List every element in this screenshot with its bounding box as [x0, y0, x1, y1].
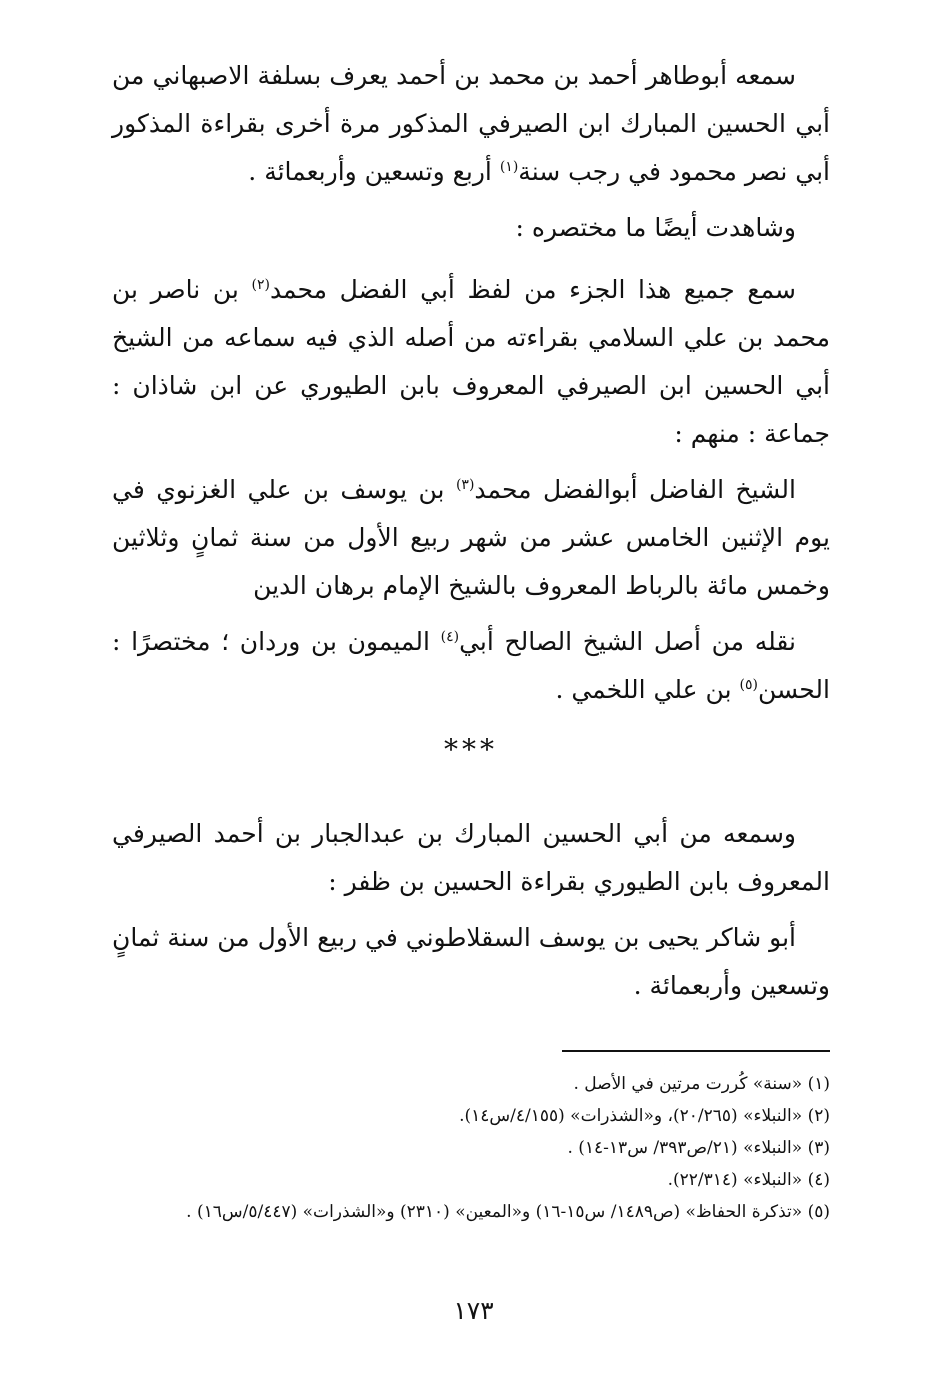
paragraph-5-text-c: بن علي اللخمي . [555, 675, 740, 704]
paragraph-3-text-a: سمع جميع هذا الجزء من لفظ أبي الفضل محمد [269, 275, 797, 304]
paragraph-5-text-a: نقله من أصل الشيخ الصالح أبي [459, 627, 796, 656]
footnote-5: (٥) «تذكرة الحفاظ» (ص١٤٨٩/ س١٥-١٦) و«المعين» (٢٣١٠) و«الشذرات» (٥/٤٤٧/س١٦) . [186, 1202, 830, 1222]
paragraph-4-text-a: الشيخ الفاضل أبوالفضل محمد [474, 475, 796, 504]
footnote-ref-5: (٥) [739, 677, 758, 693]
footnote-3: (٣) «النبلاء» (٢١/ص٣٩٣/ س١٣-١٤) . [567, 1138, 830, 1158]
footnote-ref-1: (١) [499, 159, 519, 175]
paragraph-1 [112, 52, 830, 196]
footnote-4: (٤) «النبلاء» (٢٢/٣١٤). [667, 1170, 830, 1190]
footnote-ref-2: (٢) [251, 277, 270, 293]
main-text [112, 52, 830, 1010]
footnote-divider [562, 1050, 830, 1052]
page-number: ١٧٣ [453, 1296, 494, 1325]
paragraph-1-text-a: سمعه أبوطاهر أحمد بن محمد بن أحمد يعرف بسلفة الاصبهاني من أبي الحسين المبارك ابن الصيرفي المذكور مرة أخرى بقراءة المذكور أبي نصر محمود في رجب سنة [112, 61, 830, 186]
paragraph-5 [112, 618, 830, 714]
footnote-1: (١) «سنة» كُررت مرتين في الأصل . [573, 1074, 830, 1094]
paragraph-7: أبو شاكر يحيى بن يوسف السقلاطوني في ربيع الأول من سنة ثمانٍ وتسعين وأربعمائة . [112, 923, 830, 1000]
paragraph-4 [112, 466, 830, 610]
footnotes [112, 1068, 830, 1228]
footnote-2: (٢) «النبلاء» (٢٠/٢٦٥)، و«الشذرات» (٤/١٥٥/س١٤). [459, 1106, 830, 1126]
section-separator: *** [444, 733, 498, 766]
paragraph-3 [112, 266, 830, 458]
paragraph-2: وشاهدت أيضًا ما مختصره : [515, 213, 796, 242]
footnote-ref-3: (٣) [455, 477, 475, 493]
paragraph-1-text-b: أربع وتسعين وأربعمائة . [248, 157, 500, 186]
footnote-ref-4: (٤) [440, 629, 460, 645]
paragraph-5-text-b: الميمون بن وردان ؛ مختصرًا : الحسن [112, 627, 830, 704]
paragraph-3-text-b: بن ناصر بن محمد بن علي السلامي بقراءته من أصله الذي فيه سماعه من الشيخ أبي الحسين ابن الصيرفي المعروف بابن الطيوري عن ابن شاذان : جماعة : منهم : [112, 275, 830, 448]
paragraph-6: وسمعه من أبي الحسين المبارك بن عبدالجبار بن أحمد الصيرفي المعروف بابن الطيوري بقراءة الحسين بن ظفر : [112, 819, 830, 896]
paragraph-4-text-b: بن يوسف بن علي الغزنوي في يوم الإثنين الخامس عشر من شهر ربيع الأول من سنة ثمانٍ وثلاثين وخمس مائة بالرباط المعروف بالشيخ الإمام برهان الدين [112, 475, 830, 600]
